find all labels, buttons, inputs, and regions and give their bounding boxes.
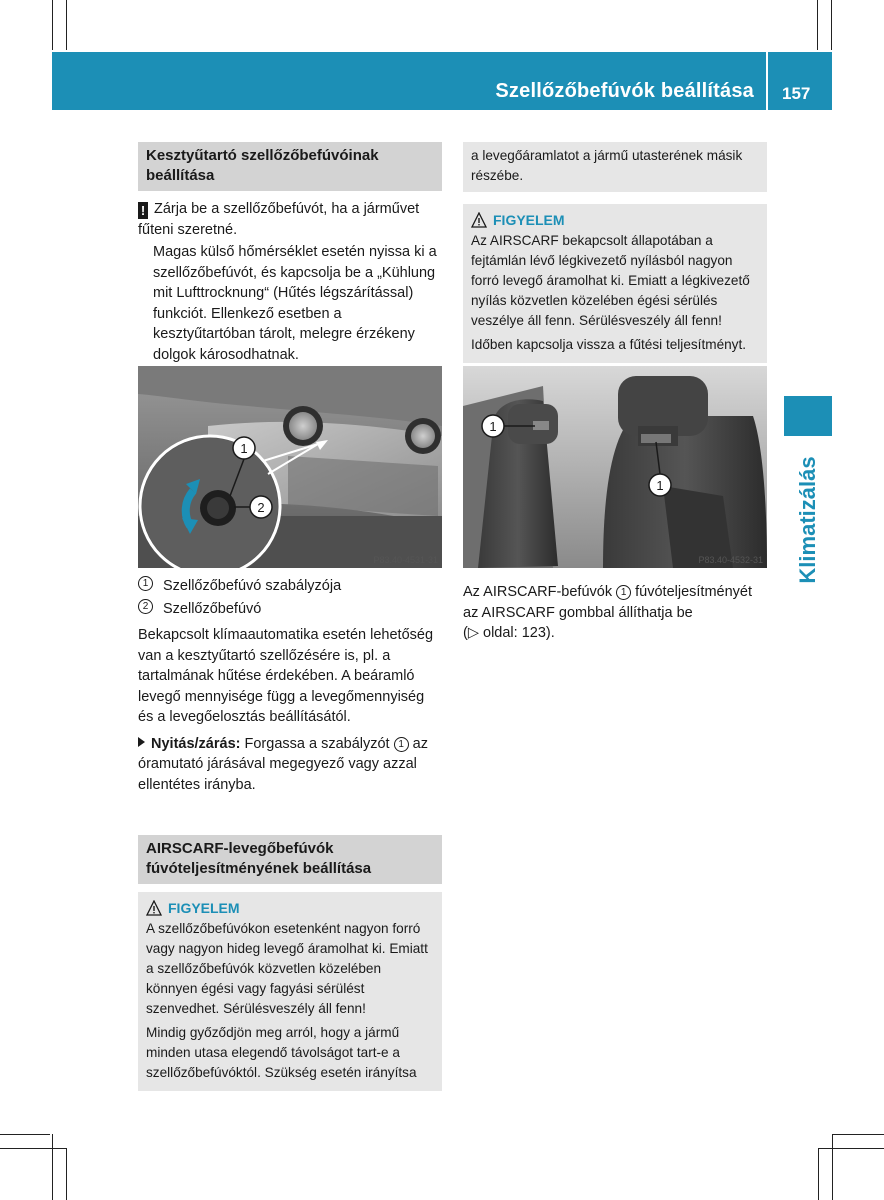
warning-header (146, 900, 434, 916)
side-tab-marker (784, 396, 832, 436)
svg-text:1: 1 (656, 478, 664, 493)
legend-item (138, 576, 442, 597)
page-reference-link[interactable]: (▷ oldal: 123). (463, 625, 555, 641)
instruction-step (138, 734, 442, 796)
airscarf-body-text (463, 582, 769, 644)
notice-icon: ! (138, 202, 148, 219)
airscarf-seat-illustration (463, 366, 767, 568)
crop-mark (831, 0, 832, 50)
side-tab-label: Klimatizálás (795, 456, 820, 584)
crop-mark (817, 0, 818, 50)
crop-mark (818, 1148, 819, 1200)
notice-line-1: Zárja be a szellőzőbefúvót, ha a járművet fűteni szeretné. (138, 201, 420, 238)
warning-continuation (463, 142, 767, 192)
step-arrow-icon (138, 737, 145, 747)
left-column (138, 142, 442, 365)
body-text-a: Az AIRSCARF-befúvók (463, 584, 613, 600)
svg-text:1: 1 (489, 419, 497, 434)
callout-number: 1 (616, 585, 631, 600)
right-column (463, 142, 767, 363)
step-text-b: az óramutató járásával megegyező vagy azzal ellentétes irányba. (138, 735, 428, 793)
callout-number: 1 (138, 576, 153, 591)
page-number: 157 (782, 84, 811, 103)
glovebox-vent-illustration (138, 366, 442, 568)
warning-title: FIGYELEM (168, 900, 240, 916)
image-code: P83.40-4531-31 (373, 555, 438, 565)
svg-text:1: 1 (240, 441, 248, 456)
crop-mark (52, 1134, 53, 1200)
warning-title: FIGYELEM (493, 212, 565, 228)
notice-text-1 (138, 199, 442, 240)
section-heading-airscarf: AIRSCARF-levegőbefúvók fúvóteljesítményének beállítása (138, 835, 442, 884)
page-title: Szellőzőbefúvók beállítása (495, 80, 754, 102)
warning-triangle-icon (471, 212, 487, 228)
crop-mark (832, 1134, 884, 1135)
step-label: Nyitás/zárás: (151, 735, 241, 752)
warning-triangle-icon (146, 900, 162, 916)
crop-mark (66, 0, 67, 50)
warning-continuation-text: a levegőáramlatot a jármű utasterének másik részébe. (471, 148, 743, 183)
warning-text-2: Időben kapcsolja vissza a fűtési teljesítményt. (471, 337, 747, 352)
warning-text-2: Mindig győződjön meg arról, hogy a jármű minden utasa elegendő távolságot tart-e a szellőzőbefúvóktól. Szükség esetén irányítsa (146, 1025, 417, 1080)
body-text-b: fúvóteljesítményét az AIRSCARF gombbal állíthatja be (463, 584, 753, 621)
svg-text:2: 2 (257, 500, 265, 515)
right-column-lower (463, 582, 769, 644)
warning-text-1: Az AIRSCARF bekapcsolt állapotában a fejtámlán lévő légkivezető nyílásból nagyon forró levegő áramolhat ki. Emiatt a légkivezető nyílás közvetlen közelében égési sérülés veszélye áll fenn. Sérülésveszély áll fenn! (471, 233, 750, 328)
crop-mark (66, 1148, 67, 1200)
body-paragraph: Bekapcsolt klímaautomatika esetén lehetőség van a kesztyűtartó szellőzésére is, pl. a tartalmának hűtése érdekében. A beáramló levegő mennyisége függ a levegőmennyiség és a levegőelosztás beállításától. (138, 627, 434, 725)
callout-number: 1 (394, 737, 409, 752)
legend-text: Szellőzőbefúvó szabályzója (163, 578, 342, 594)
crop-mark (832, 1134, 833, 1200)
legend-text: Szellőzőbefúvó (163, 600, 262, 617)
crop-mark (0, 1148, 66, 1149)
step-text-a: Forgassa a szabályzót (244, 735, 390, 752)
notice-text-2: Magas külső hőmérséklet esetén nyissa ki a szellőzőbefúvót, és kapcsolja be a „Kühlung mit Lufttrocknung“ (Hűtés légszárítással) funkciót. Ellenkező esetben a kesztyűtartóban tárolt, melegre érzékeny dolgok károsodhatnak. (153, 244, 437, 363)
glovebox-vent-photo (138, 366, 442, 568)
crop-mark (818, 1148, 884, 1149)
left-column-lower (138, 576, 442, 1091)
crop-mark (52, 0, 53, 50)
warning-box (463, 204, 767, 363)
header-divider (766, 52, 768, 110)
warning-header (471, 212, 759, 228)
crop-mark (0, 1134, 50, 1135)
airscarf-seat-photo (463, 366, 767, 568)
warning-box (138, 892, 442, 1091)
image-code: P83.40-4532-31 (698, 555, 763, 565)
callout-number: 2 (138, 599, 153, 614)
section-heading-glovebox: Kesztyűtartó szellőzőbefúvóinak beállítása (138, 142, 442, 191)
warning-text-1: A szellőzőbefúvókon esetenként nagyon forró vagy nagyon hideg levegő áramolhat ki. Emiatt a szellőzőbefúvók közvetlen közelében könnyen égési vagy fagyási sérülést szenvedhet. Sérülésveszély áll fenn! (146, 921, 428, 1016)
legend-item (138, 599, 442, 620)
notice-block (138, 191, 442, 365)
